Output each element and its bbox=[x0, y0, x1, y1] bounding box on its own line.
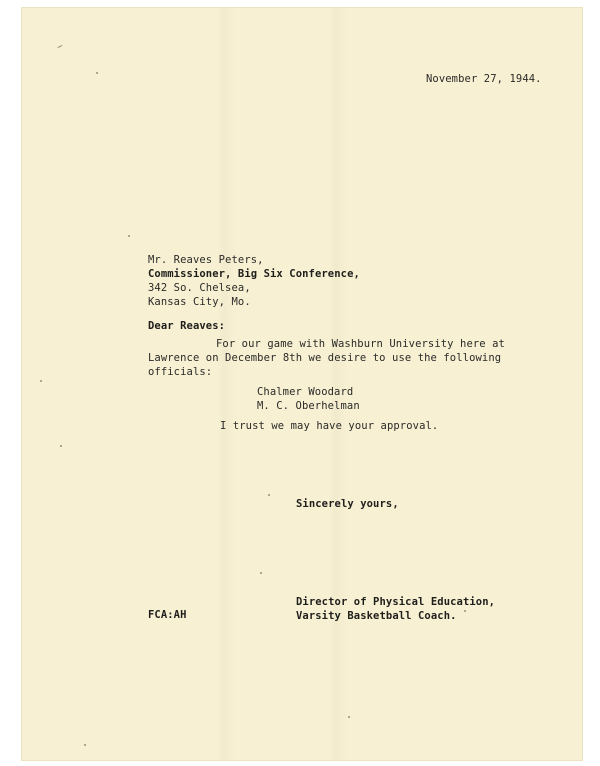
recipient-street: 342 So. Chelsea, bbox=[148, 282, 251, 294]
approval-line: I trust we may have your approval. bbox=[220, 420, 439, 432]
paper-speck bbox=[84, 744, 86, 746]
paper-speck bbox=[464, 610, 466, 612]
body-line-2: Lawrence on December 8th we desire to use the following bbox=[148, 352, 502, 364]
paper-speck bbox=[96, 72, 98, 74]
signature-title-2: Varsity Basketball Coach. bbox=[296, 610, 457, 622]
salutation: Dear Reaves: bbox=[148, 320, 226, 332]
paper-speck bbox=[260, 572, 262, 574]
letter-page bbox=[22, 8, 582, 760]
closing: Sincerely yours, bbox=[296, 498, 399, 510]
paper-speck bbox=[348, 716, 350, 718]
paper-speck bbox=[128, 235, 130, 237]
letter-date: November 27, 1944. bbox=[426, 73, 542, 85]
body-line-3: officials: bbox=[148, 366, 213, 378]
official-name-1: Chalmer Woodard bbox=[257, 386, 354, 398]
recipient-title: Commissioner, Big Six Conference, bbox=[148, 268, 360, 280]
body-line-1: For our game with Washburn University here at bbox=[216, 338, 505, 350]
recipient-name: Mr. Reaves Peters, bbox=[148, 254, 264, 266]
official-name-2: M. C. Oberhelman bbox=[257, 400, 360, 412]
paper-speck bbox=[268, 494, 270, 496]
recipient-city: Kansas City, Mo. bbox=[148, 296, 251, 308]
signature-title-1: Director of Physical Education, bbox=[296, 596, 496, 608]
paper-speck bbox=[60, 445, 62, 447]
reference-initials: FCA:AH bbox=[148, 609, 187, 621]
paper-speck bbox=[40, 380, 42, 382]
